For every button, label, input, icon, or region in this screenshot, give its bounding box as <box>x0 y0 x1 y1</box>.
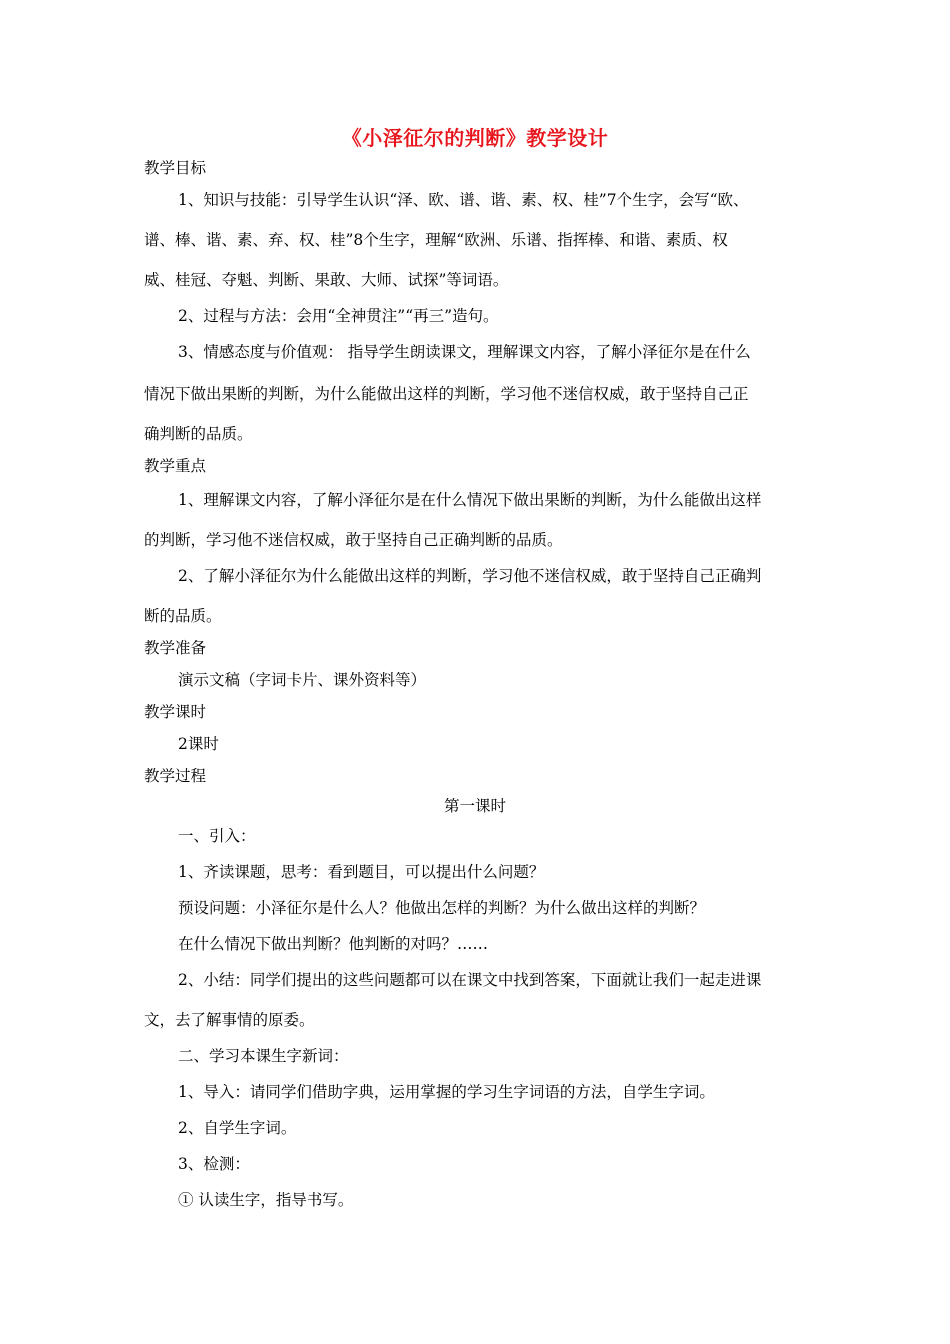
paragraph-line: 1、导入：请同学们借助字典，运用掌握的学习生字词语的方法，自学生字词。 <box>178 1083 715 1101</box>
paragraph-line: 情况下做出果断的判断，为什么能做出这样的判断，学习他不迷信权威，敢于坚持自己正 <box>144 385 749 403</box>
section-heading-preparation: 教学准备 <box>144 639 207 657</box>
section-heading-objectives: 教学目标 <box>144 159 207 177</box>
paragraph-line: 2、小结：同学们提出的这些问题都可以在课文中找到答案，下面就让我们一起走进课 <box>178 971 762 989</box>
paragraph-line: 威、桂冠、夺魁、判断、果敢、大师、试探”等词语。 <box>144 271 509 289</box>
section-heading-process: 教学过程 <box>144 767 207 785</box>
paragraph-line: 预设问题：小泽征尔是什么人？他做出怎样的判断？为什么做出这样的判断？ <box>178 899 706 917</box>
section-heading-periods: 教学课时 <box>144 703 207 721</box>
paragraph-line: 2、了解小泽征尔为什么能做出这样的判断，学习他不迷信权威，敢于坚持自己正确判 <box>178 567 762 585</box>
paragraph-line: 的判断，学习他不迷信权威，敢于坚持自己正确判断的品质。 <box>144 531 563 549</box>
paragraph-line: 1、知识与技能：引导学生认识“泽、欧、谱、谐、素、权、桂”7个生字，会写“欧、 <box>178 191 749 209</box>
paragraph-line: 在什么情况下做出判断？他判断的对吗？…… <box>178 935 489 953</box>
paragraph-line: 谱、棒、谐、素、弃、权、桂”8个生字，理解“欧洲、乐谱、指挥棒、和谐、素质、权 <box>144 231 728 249</box>
section-heading-key-points: 教学重点 <box>144 457 207 475</box>
paragraph-line: 确判断的品质。 <box>144 425 253 443</box>
paragraph-line: 2、过程与方法：会用“全神贯注”“再三”造句。 <box>178 307 499 325</box>
paragraph-line: 3、检测： <box>178 1155 250 1173</box>
paragraph-line: 1、理解课文内容，了解小泽征尔是在什么情况下做出果断的判断，为什么能做出这样 <box>178 491 762 509</box>
paragraph-line: 断的品质。 <box>144 607 222 625</box>
paragraph-line: 2、自学生字词。 <box>178 1119 297 1137</box>
paragraph-line: 文，去了解事情的原委。 <box>144 1011 315 1029</box>
paragraph-line: 1、齐读课题，思考：看到题目，可以提出什么问题？ <box>178 863 545 881</box>
paragraph-line: 演示文稿（字词卡片、课外资料等） <box>178 671 427 689</box>
paragraph-line: 一、引入： <box>178 827 256 845</box>
paragraph-line: 2课时 <box>178 735 219 753</box>
subsection-title: 第一课时 <box>443 797 506 815</box>
document-title: 《小泽征尔的判断》教学设计 <box>341 126 609 150</box>
paragraph-line: 3、情感态度与价值观： 指导学生朗读课文，理解课文内容，了解小泽征尔是在什么 <box>178 343 751 361</box>
paragraph-line: ① 认读生字，指导书写。 <box>178 1191 354 1209</box>
paragraph-line: 二、学习本课生字新词： <box>178 1047 349 1065</box>
